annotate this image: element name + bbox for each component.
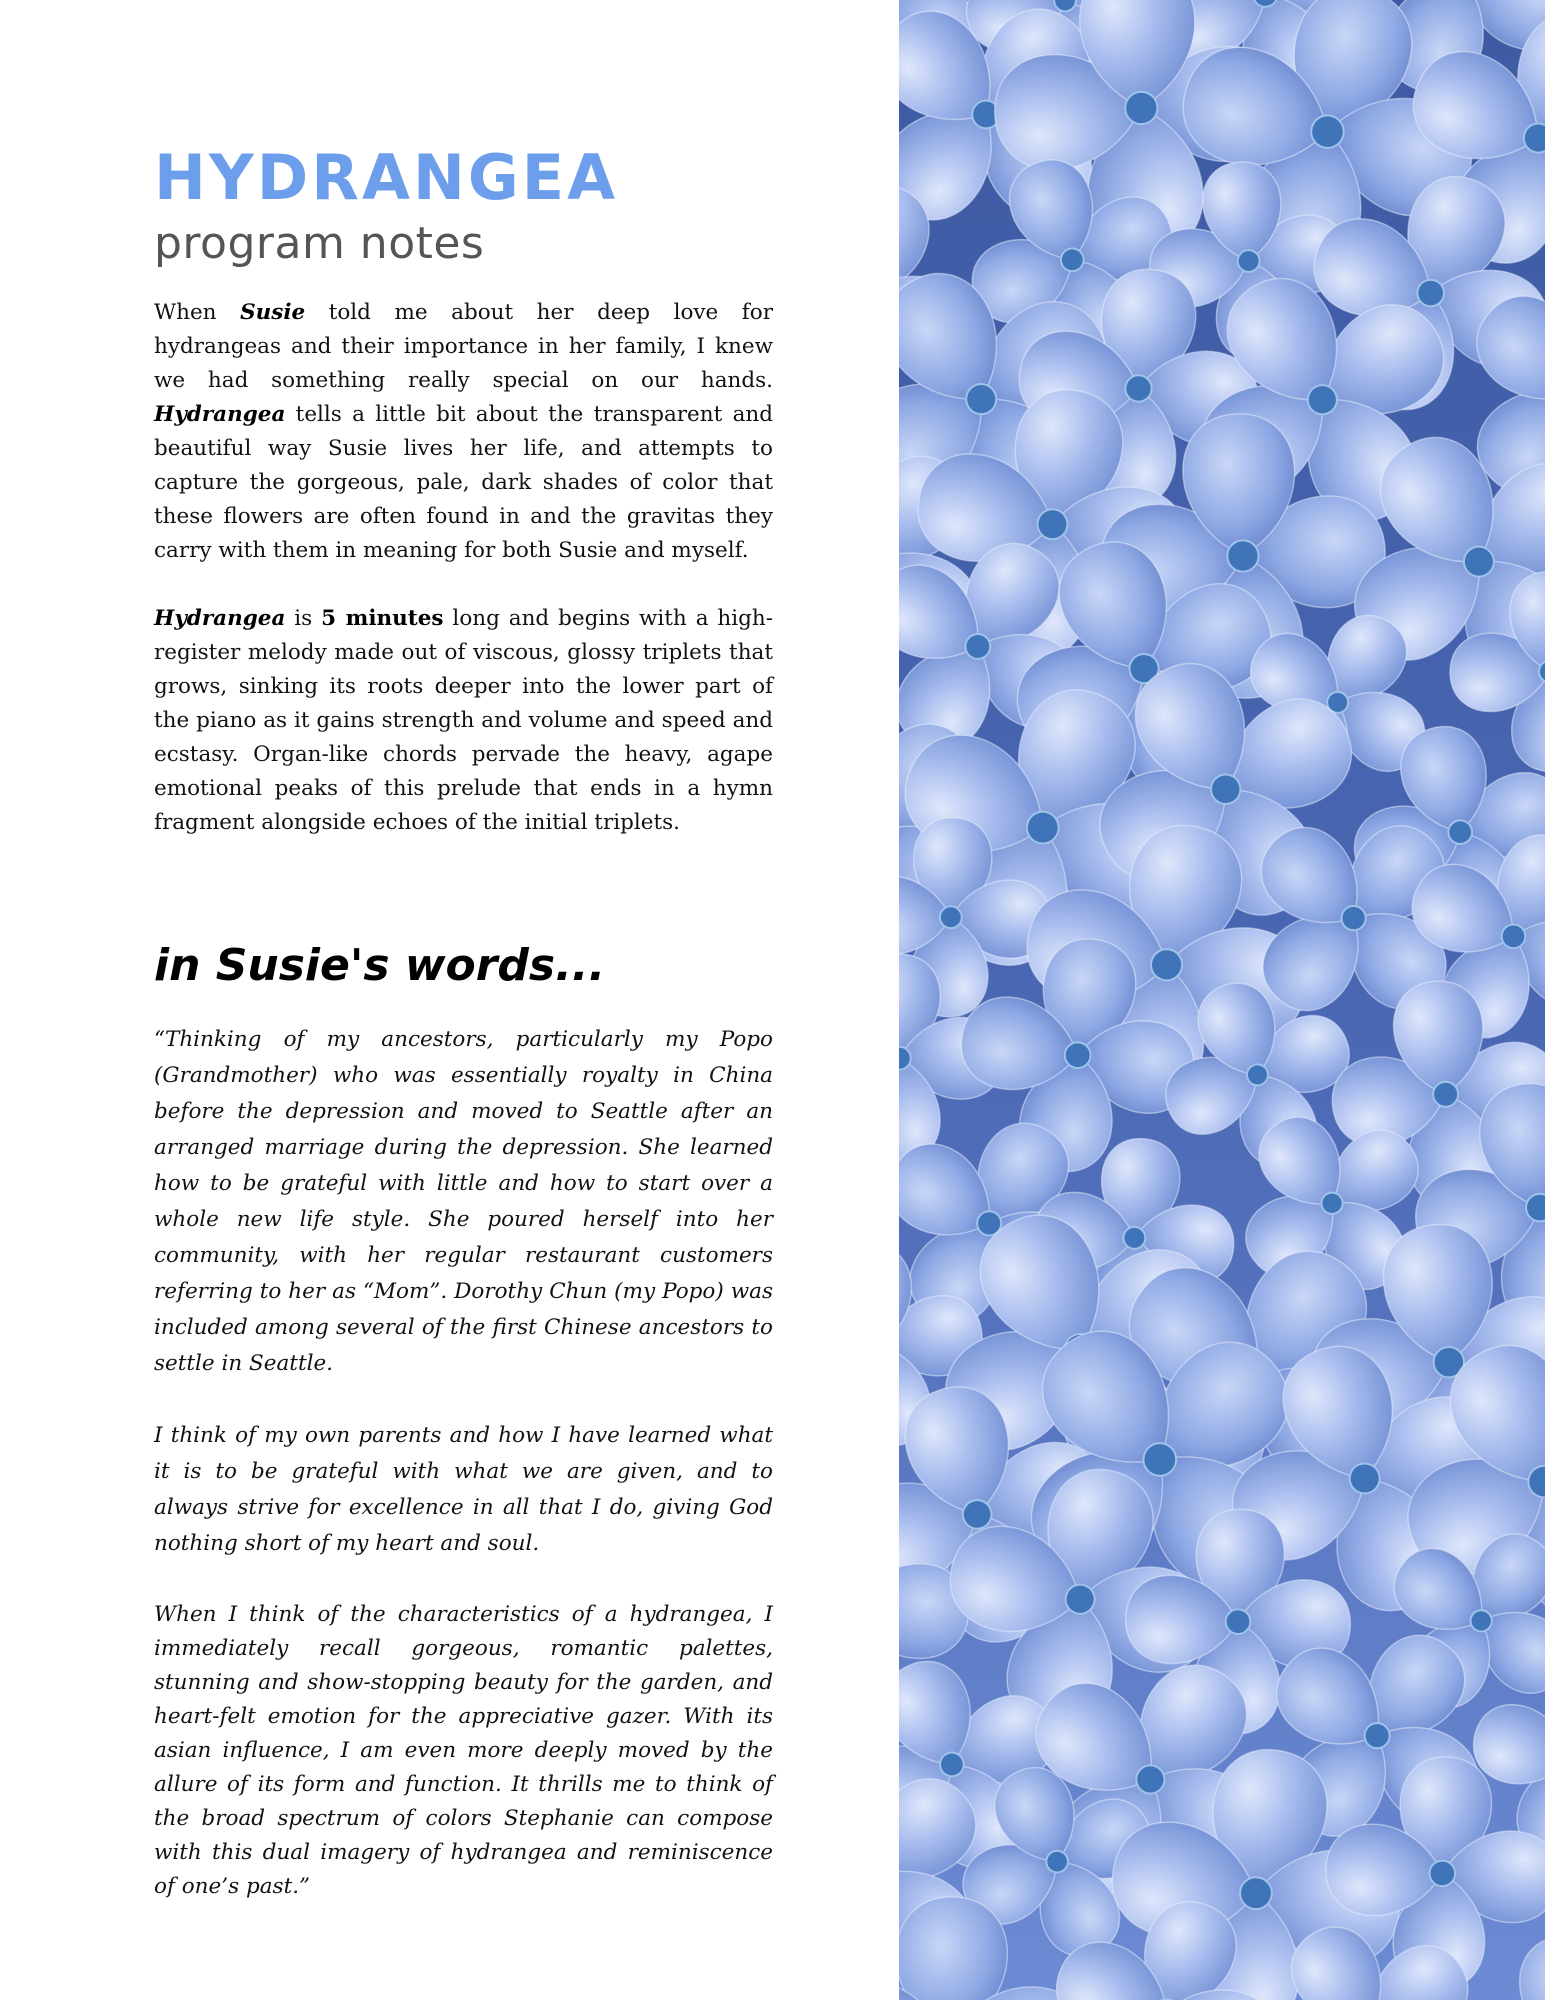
intro-paragraph-2: Hydrangea is 5 minutes long and begins with a high-register melody made out of viscous, glossy triplets that grows, sinking its roots deeper into the lower part of the piano as it gains strength and volume and speed and ecstasy. Organ-like chords pervade the heavy, agape emotional peaks of this prelude that ends in a hymn fragment alongside echoes of the initial triplets. — [154, 606, 774, 835]
floret-center — [1227, 540, 1260, 573]
floret-center — [1225, 1609, 1251, 1635]
floret-center — [1122, 1226, 1146, 1250]
floret-center — [1429, 1860, 1456, 1887]
quote-paragraph-2: I think of my own parents and how I have learned what it is to be grateful with what we are given, and to always strive for excellence in all that I do, giving God nothing short of my heart and soul. — [154, 1423, 773, 1556]
intro-paragraph-1: When Susie told me about her deep love for hydrangeas and their importance in her family, I knew we had something really special on our hands. Hydrangea tells a little bit about the transparent and beautiful way Susie lives her life, and attempts to capture the gorgeous, pale, dark shades of color that these flowers are often found in and the gravitas they carry with them in meaning for both Susie and myself. — [154, 300, 773, 563]
piece-title: Hydrangea — [154, 606, 286, 631]
performer-name: Susie — [240, 300, 306, 325]
hydrangea-flowers-image — [899, 0, 1545, 2000]
piece-duration: 5 minutes — [321, 606, 444, 631]
page-subtitle: program notes — [154, 218, 485, 269]
quote-section-heading: in Susie's words... — [154, 940, 606, 991]
page-title: HYDRANGEA — [154, 141, 619, 214]
hydrangea-photo — [899, 0, 1545, 2000]
piece-title: Hydrangea — [154, 402, 286, 427]
notes-column — [154, 140, 773, 1904]
quote-paragraph-1: “Thinking of my ancestors, particularly my Popo (Grandmother) who was essentially royalty in China before the depression and moved to Seattle after an arranged marriage during the depression. She learned how to be grateful with little and how to start over a whole new life style. She poured herself into her community, with her regular restaurant customers referring to her as “Mom”. Dorothy Chun (my Popo) was included among several of the first Chinese ancestors to settle in Seattle. — [154, 1027, 773, 1376]
floret-center — [1124, 91, 1158, 125]
quote-paragraph-3: When I think of the characteristics of a hydrangea, I immediately recall gorgeous, romantic palettes, stunning and show-stopping beauty for the garden, and heart-felt emotion for the appreciative gazer. With its asian influence, I am even more deeply moved by the allure of its form and function. It thrills me to think of the broad spectrum of colors Stephanie can compose with this dual imagery of hydrangea and reminiscence of one’s past.” — [154, 1602, 773, 1899]
floret-center — [940, 906, 963, 929]
